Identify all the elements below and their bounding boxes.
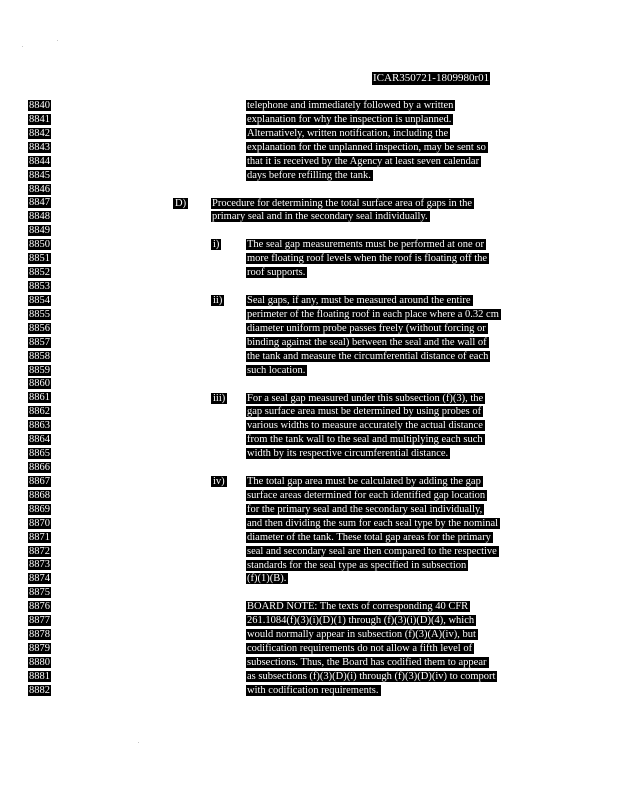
line-number: 8880 [29,656,50,668]
line-number: 8875 [29,587,50,599]
text-line: with codification requirements. [247,684,379,696]
line-number: 8841 [29,113,50,125]
line-number: 8872 [29,545,50,557]
text-line: roof supports. [247,267,306,279]
line-number: 8879 [29,642,50,654]
text-line: as subsections (f)(3)(D)(i) through (f)(3)(D)(iv) to comport [247,671,496,682]
text-line: width by its respective circumferential distance. [247,448,449,460]
text-line: subsections. Thus, the Board has codified them to appear [247,657,487,669]
line-number: 8857 [29,336,50,348]
section-d-label: D) [175,197,187,209]
item-iv-paragraph [246,475,500,586]
section-d-paragraph [211,197,474,225]
line-number: 8856 [29,322,50,334]
line-number: 8863 [29,420,50,432]
item-iv-label: iv) [213,476,225,487]
line-number: 8853 [29,280,50,292]
text-line: BOARD NOTE: The texts of corresponding 40 CFR [247,601,469,613]
text-line: diameter uniform probe passes freely (without forcing or [247,322,486,334]
line-number: 8849 [29,225,50,237]
text-line: primary seal and in the secondary seal individually. [212,211,428,223]
line-number: 8848 [29,211,50,223]
board-note-paragraph [246,600,497,697]
text-line: would normally appear in subsection (f)(3)(A)(iv), but [247,629,476,641]
item-ii-paragraph [246,294,501,378]
text-line: For a seal gap measured under this subsection (f)(3), the [247,392,484,404]
line-number-column [23,99,51,698]
text-line: diameter of the tank. These total gap areas for the primary [247,531,491,543]
line-number: 8870 [29,517,50,529]
line-number: 8858 [29,350,50,362]
text-line: days before refilling the tank. [247,169,371,181]
text-line: the tank and measure the circumferential distance of each [247,350,489,362]
continuation-paragraph [246,99,488,183]
text-line: Procedure for determining the total surface area of gaps in the [212,197,473,209]
item-iii-paragraph [246,392,485,462]
line-number: 8859 [29,364,50,376]
line-number: 8843 [29,141,50,153]
line-number: 8847 [29,197,50,209]
scan-speck [57,40,58,41]
item-i-label: i) [213,239,220,251]
text-line: that it is received by the Agency at least seven calendar [247,155,480,167]
text-line: binding against the seal) between the seal and the wall of [247,336,487,348]
text-line: The seal gap measurements must be performed at one or [247,239,485,251]
text-line: gap surface area must be determined by using probes of [247,406,482,418]
line-number: 8854 [29,294,50,306]
scan-speck [138,742,139,743]
line-number: 8868 [29,489,50,501]
line-number: 8850 [29,239,50,251]
scan-speck [22,46,23,47]
line-number: 8855 [29,308,50,320]
line-number: 8873 [29,559,50,571]
line-number: 8877 [29,615,50,627]
line-number: 8871 [29,531,50,543]
text-line: perimeter of the floating roof in each place where a 0.32 cm [247,308,499,320]
line-number: 8876 [29,601,50,613]
item-ii-label: ii) [213,295,223,306]
text-line: The total gap area must be calculated by adding the gap [247,476,481,487]
text-line: surface areas determined for each identified gap location [247,489,486,501]
line-number: 8861 [29,392,50,404]
text-line: codification requirements do not allow a fifth level of [247,643,473,655]
document-id-header: ICAR350721-1809980r01 [373,72,490,84]
text-line: standards for the seal type as specified in subsection [247,559,467,571]
line-number: 8881 [29,670,50,682]
text-line: various widths to measure accurately the actual distance [247,420,483,432]
line-number: 8851 [29,253,50,265]
text-line: for the primary seal and the secondary seal individually, [247,503,483,515]
line-number: 8852 [29,267,50,279]
text-line: 261.1084(f)(3)(i)(D)(1) through (f)(3)(i)(D)(4), which [247,615,475,627]
text-line: such location. [247,364,306,376]
line-number: 8874 [29,573,50,585]
line-number: 8866 [29,461,50,473]
text-line: and then dividing the sum for each seal type by the nominal [247,517,499,529]
line-number: 8882 [29,684,50,696]
text-line: explanation for the unplanned inspection, may be sent so [247,141,486,153]
line-number: 8867 [29,475,50,487]
line-number: 8865 [29,448,50,460]
line-number: 8842 [29,127,50,139]
text-line: explanation for why the inspection is unplanned. [247,113,452,125]
text-line: more floating roof levels when the roof is floating off the [247,253,488,265]
line-number: 8840 [29,100,50,111]
line-number: 8878 [29,629,50,641]
line-number: 8860 [29,378,50,390]
line-number: 8862 [29,406,50,418]
line-number: 8846 [29,183,50,195]
text-line: from the tank wall to the seal and multiplying each such [247,434,483,446]
line-number: 8845 [29,169,50,181]
text-line: seal and secondary seal are then compared to the respective [247,545,497,557]
item-i-paragraph [246,238,489,280]
item-iii-label: iii) [213,392,226,404]
line-number: 8869 [29,503,50,515]
text-line: Alternatively, written notification, including the [247,127,449,139]
line-number: 8864 [29,434,50,446]
text-line: (f)(1)(B). [247,573,287,585]
text-line: Seal gaps, if any, must be measured around the entire [247,295,471,306]
text-line: telephone and immediately followed by a written [247,100,454,111]
line-number: 8844 [29,155,50,167]
